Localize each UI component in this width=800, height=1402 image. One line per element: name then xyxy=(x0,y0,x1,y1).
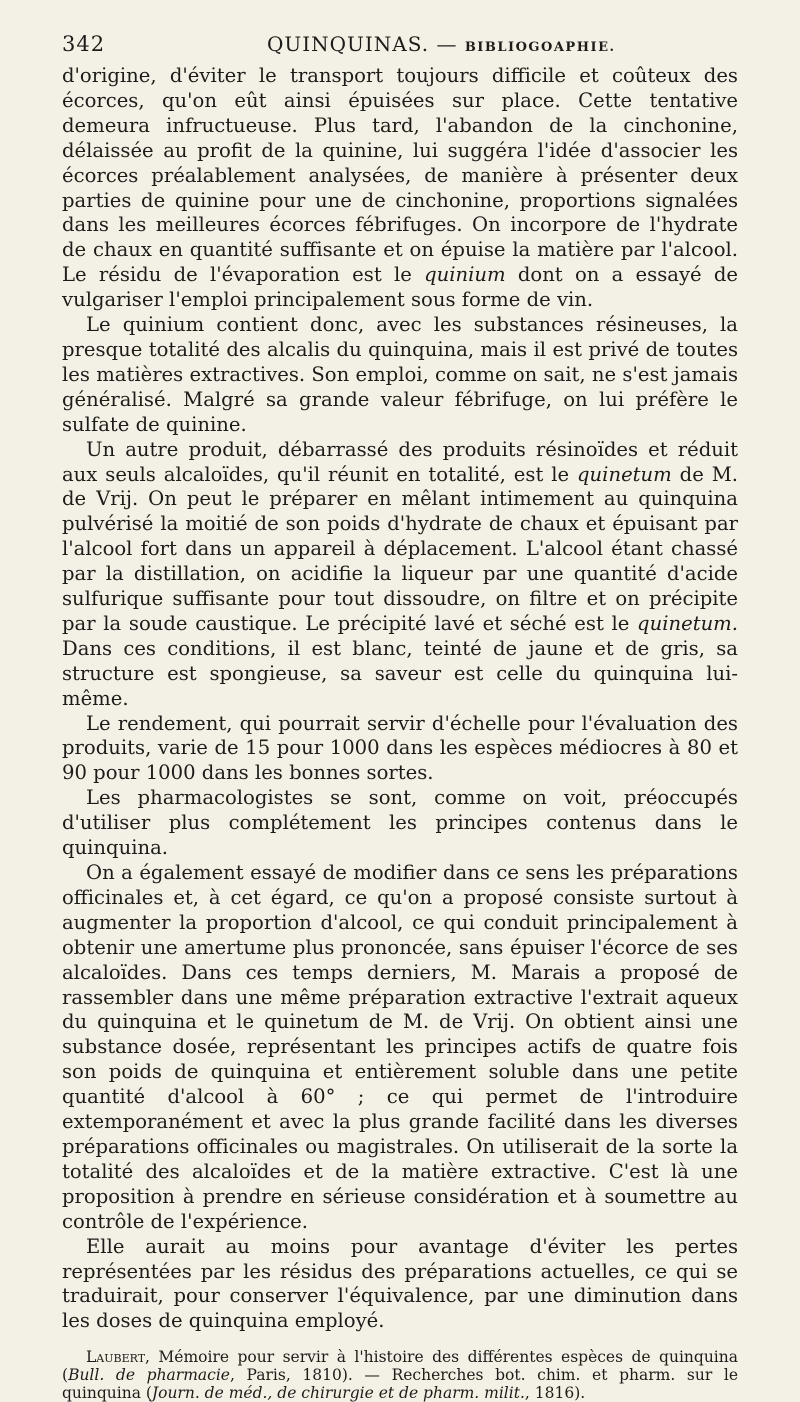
footnote xyxy=(62,1348,738,1402)
paragraph-2: Le quinium contient donc, avec les substances résineuses, la presque totalité des alcalis du quinquina, mais il est privé de toutes les matières extractives. Son emploi, comme on sait, ne s'est jamais généralisé. Malgré sa grande valeur fébrifuge, on lui préfère le sulfate de quinine. xyxy=(62,313,738,436)
footnote-text: , Paris, 1810). — Recherches bot. chim. et pharm. sur le quinquina ( xyxy=(62,1366,738,1402)
section-title: BIBLIOGOAPHIE. xyxy=(464,40,616,55)
paragraph-text: Un autre produit, débarrassé des produits résinoïdes et réduit aux seuls alcaloïdes, qu'il réunit en totalité, est le xyxy=(62,437,738,486)
paragraph-1 xyxy=(62,64,738,313)
running-header xyxy=(62,30,738,64)
paragraph-5: Les pharmacologistes se sont, comme on voit, préoccupés d'utiliser plus complétement les principes contenus dans le quinquina. xyxy=(62,786,738,860)
book-page xyxy=(62,30,739,1402)
footnote-author: Laubert xyxy=(86,1348,146,1367)
paragraph-7: Elle aurait au moins pour avantage d'éviter les pertes représentées par les résidus des préparations actuelles, ce qui se traduirait, pour conserver l'équivalence, par une diminution dans les doses de quinquina employé. xyxy=(62,1234,738,1333)
chapter-title: QUINQUINAS. xyxy=(267,32,430,56)
term-quinium: quinium xyxy=(424,263,506,287)
footnote-journal: Bull. de pharmacie xyxy=(68,1366,230,1385)
paragraph-4: Le rendement, qui pourrait servir d'échelle pour l'évaluation des produits, varie de 15 pour 1000 dans les espèces médiocres à 80 et 90 pour 1000 dans les bonnes sortes. xyxy=(62,711,738,785)
paragraph-3 xyxy=(62,438,738,712)
body-text xyxy=(62,64,738,1334)
paragraph-6: On a également essayé de modifier dans ce sens les préparations officinales et, à cet égard, ce qu'on a proposé consiste surtout à augmenter la proportion d'alcool, ce qui conduit principalement à obtenir une amertume plus prononcée, sans épuiser l'écorce de ses alcaloïdes. Dans ces temps derniers, M. Marais a proposé de rassembler dans une même préparation extractive l'extrait aqueux du quinquina et le quinetum de M. de Vrij. On obtient ainsi une substance dosée, représentant les principes actifs de quatre fois son poids de quinquina et entièrement soluble dans une petite quantité d'alcool à 60° ; ce qui permet de l'introduire extemporanément et avec la plus grande facilité dans les diverses préparations officinales ou magistrales. On utiliserait de la sorte la totalité des alcaloïdes et de la matière extractive. C'est là une proposition à prendre en sérieuse considération et à soumettre au contrôle de l'expérience. xyxy=(62,861,738,1233)
paragraph-text: dont on a essayé de vulgariser l'emploi principalement sous forme de vin. xyxy=(62,263,739,312)
term-quinetum: quinetum. xyxy=(637,611,738,635)
page-number: 342 xyxy=(62,32,106,56)
running-title xyxy=(267,32,616,56)
footnote-journal: Journ. de méd., de chirurgie et de pharm. milit. xyxy=(151,1384,525,1402)
term-quinetum: quinetum xyxy=(577,462,672,486)
paragraph-text: Dans ces conditions, il est blanc, teinté de jaune et de gris, sa structure est spongieuse, sa saveur est celle du quinquina lui-même. xyxy=(62,636,738,710)
title-separator: — xyxy=(429,32,465,56)
paragraph-text: d'origine, d'éviter le transport toujours difficile et coûteux des écorces, qu'on eût ainsi épuisées sur place. Cette tentative demeura infructueuse. Plus tard, l'abandon de la cinchonine, délaissée au profit de la quinine, lui suggéra l'idée d'associer les écorces préalablement analysées, de manière à présenter deux parties de quinine pour une de cinchonine, proportions signalées dans les meilleures écorces fébrifuges. On incorpore de l'hydrate de chaux en quantité suffisante et on épuise la matière par l'alcool. Le résidu de l'évaporation est le xyxy=(62,64,738,287)
paragraph-text: de M. de Vrij. On peut le préparer en mêlant intimement au quinquina pulvérisé la moitié de son poids d'hydrate de chaux et épuisant par l'alcool fort dans un appareil à déplacement. L'alcool étant chassé par la distillation, on acidifie la liqueur par une quantité d'acide sulfurique suffisante pour tout dissoudre, on filtre et on précipite par la soude caustique. Le précipité lavé et séché est le xyxy=(62,462,738,635)
footnote-text: , 1816). xyxy=(524,1384,586,1402)
footnote-text: , Mémoire pour servir à l'histoire des différentes espèces de quinquina ( xyxy=(62,1348,738,1385)
footnote-spacer xyxy=(62,1334,738,1348)
